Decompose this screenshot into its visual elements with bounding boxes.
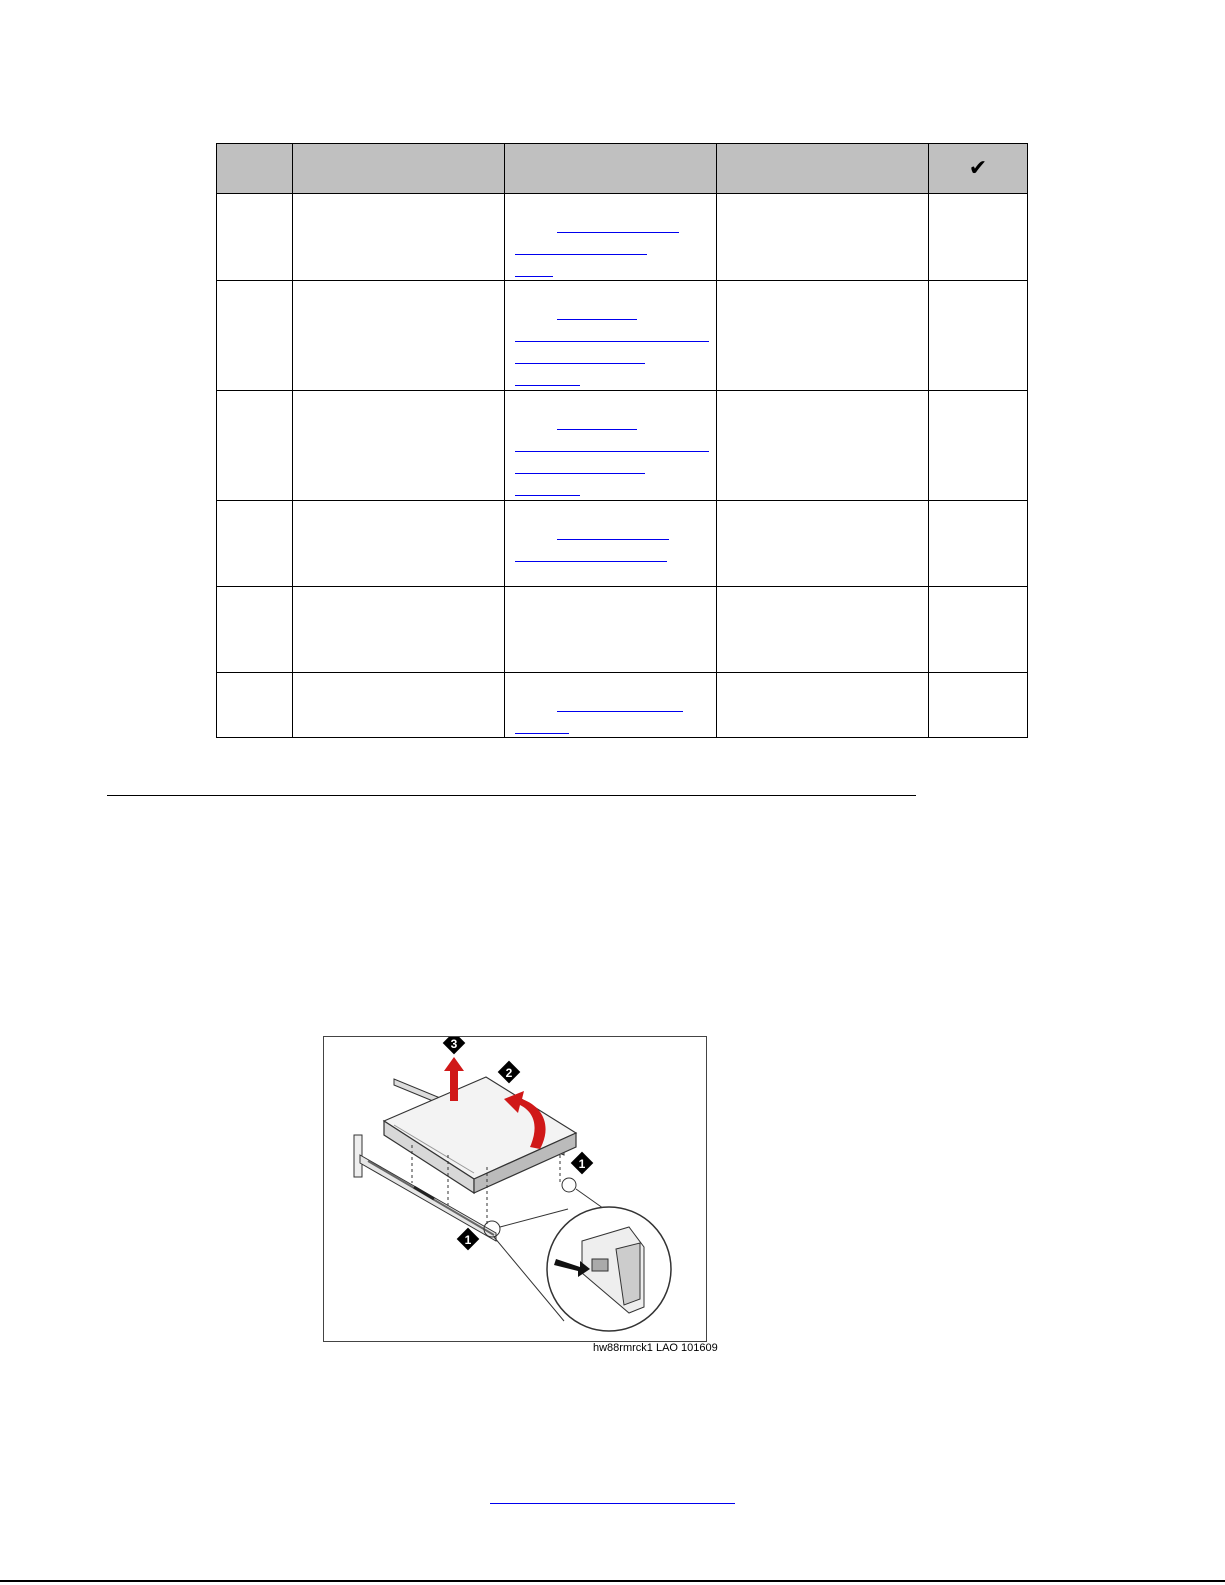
table-row bbox=[217, 673, 1028, 738]
server-rail-illustration bbox=[324, 1037, 705, 1340]
callout-3 bbox=[443, 1037, 466, 1054]
table-row bbox=[217, 391, 1028, 501]
svg-text:2: 2 bbox=[505, 1066, 513, 1080]
section-divider bbox=[107, 795, 916, 796]
figure-caption: hw88rmrck1 LAO 101609 bbox=[593, 1342, 718, 1354]
header-cell bbox=[217, 144, 293, 194]
link-cell[interactable] bbox=[505, 501, 717, 587]
footer-link[interactable] bbox=[490, 1503, 735, 1504]
callout-2 bbox=[498, 1061, 521, 1084]
svg-text:1: 1 bbox=[578, 1157, 586, 1171]
header-cell bbox=[717, 144, 929, 194]
callout-1-right bbox=[571, 1152, 594, 1175]
table-row bbox=[217, 587, 1028, 673]
table-row bbox=[217, 194, 1028, 281]
callout-1-left bbox=[457, 1228, 480, 1251]
checkmark-icon: ✔ bbox=[968, 156, 988, 181]
header-cell bbox=[505, 144, 717, 194]
link-cell[interactable] bbox=[505, 194, 717, 281]
table-row bbox=[217, 281, 1028, 391]
link-cell[interactable] bbox=[505, 281, 717, 391]
svg-text:1: 1 bbox=[464, 1233, 472, 1247]
page-bottom-rule bbox=[0, 1580, 1225, 1582]
svg-text:3: 3 bbox=[450, 1037, 458, 1051]
rack-removal-figure bbox=[323, 1036, 707, 1342]
link-cell[interactable] bbox=[505, 673, 717, 738]
checklist-table bbox=[216, 143, 1028, 738]
header-checkmark bbox=[929, 144, 1028, 194]
link-cell[interactable] bbox=[505, 391, 717, 501]
table-row bbox=[217, 501, 1028, 587]
header-cell bbox=[293, 144, 505, 194]
table-header-row bbox=[217, 144, 1028, 194]
